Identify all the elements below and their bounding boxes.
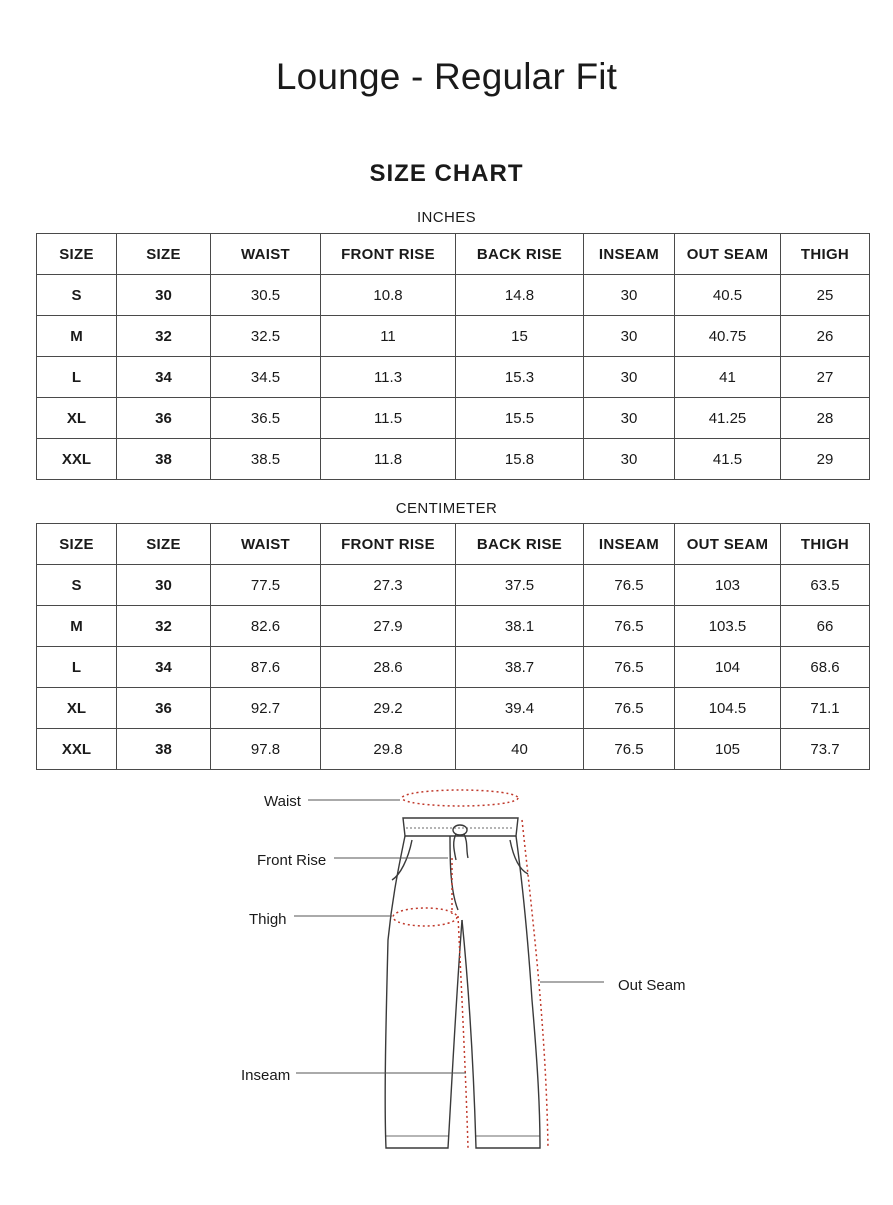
measurement-cell: 30	[584, 398, 675, 439]
size-number-cell: 32	[117, 606, 211, 647]
measurement-cell: 11.8	[321, 439, 456, 480]
measurement-cell: 103	[675, 565, 781, 606]
column-header: SIZE	[37, 524, 117, 565]
size-number-cell: 32	[117, 316, 211, 357]
measurement-cell: 63.5	[781, 565, 870, 606]
measurement-cell: 30	[584, 439, 675, 480]
waist-label: Waist	[264, 793, 301, 810]
measurement-cell: 27.3	[321, 565, 456, 606]
table-row	[37, 316, 870, 357]
size-label-cell: XXL	[37, 439, 117, 480]
measurement-cell: 11.3	[321, 357, 456, 398]
table-row	[37, 729, 870, 770]
measurement-cell: 68.6	[781, 647, 870, 688]
column-header: FRONT RISE	[321, 234, 456, 275]
table-row	[37, 439, 870, 480]
measurement-cell: 41.25	[675, 398, 781, 439]
column-header: SIZE	[117, 234, 211, 275]
measurement-cell: 29.2	[321, 688, 456, 729]
measurement-cell: 41	[675, 357, 781, 398]
table-header-row	[37, 524, 870, 565]
column-header: WAIST	[211, 524, 321, 565]
measurement-cell: 38.1	[456, 606, 584, 647]
measurement-cell: 30	[584, 275, 675, 316]
measurement-cell: 26	[781, 316, 870, 357]
thigh-label: Thigh	[249, 911, 287, 928]
measurement-cell: 39.4	[456, 688, 584, 729]
table-row	[37, 606, 870, 647]
table-row	[37, 275, 870, 316]
measurement-cell: 29.8	[321, 729, 456, 770]
pants-diagram	[0, 780, 893, 1205]
column-header: BACK RISE	[456, 234, 584, 275]
size-label-cell: L	[37, 647, 117, 688]
measurement-cell: 76.5	[584, 729, 675, 770]
measurement-cell: 27.9	[321, 606, 456, 647]
column-header: WAIST	[211, 234, 321, 275]
table-row	[37, 357, 870, 398]
size-chart-heading: SIZE CHART	[369, 160, 524, 187]
size-number-cell: 34	[117, 357, 211, 398]
size-label-cell: XL	[37, 398, 117, 439]
size-number-cell: 30	[117, 565, 211, 606]
size-number-cell: 38	[117, 439, 211, 480]
size-label-cell: M	[37, 316, 117, 357]
inches-label: INCHES	[416, 209, 477, 226]
measurement-cell: 30	[584, 357, 675, 398]
column-header: SIZE	[37, 234, 117, 275]
column-header: THIGH	[781, 524, 870, 565]
measurement-cell: 97.8	[211, 729, 321, 770]
measurement-cell: 82.6	[211, 606, 321, 647]
measurement-cell: 14.8	[456, 275, 584, 316]
table-row	[37, 647, 870, 688]
column-header: OUT SEAM	[675, 524, 781, 565]
measurement-cell: 38.5	[211, 439, 321, 480]
measurement-cell: 10.8	[321, 275, 456, 316]
size-label-cell: L	[37, 357, 117, 398]
measurement-cell: 66	[781, 606, 870, 647]
measurement-cell: 28.6	[321, 647, 456, 688]
measurement-cell: 40.75	[675, 316, 781, 357]
column-header: FRONT RISE	[321, 524, 456, 565]
measurement-cell: 29	[781, 439, 870, 480]
inseam-label: Inseam	[241, 1067, 291, 1084]
measurement-cell: 77.5	[211, 565, 321, 606]
out-seam-label: Out Seam	[618, 977, 686, 994]
measurement-cell: 28	[781, 398, 870, 439]
measurement-cell: 30	[584, 316, 675, 357]
centimeter-label: CENTIMETER	[395, 500, 498, 517]
page-title: Lounge - Regular Fit	[275, 56, 618, 97]
measurement-cell: 92.7	[211, 688, 321, 729]
column-header: OUT SEAM	[675, 234, 781, 275]
column-header: INSEAM	[584, 234, 675, 275]
table-header-row	[37, 234, 870, 275]
measurement-cell: 71.1	[781, 688, 870, 729]
measurement-cell: 36.5	[211, 398, 321, 439]
size-label-cell: XXL	[37, 729, 117, 770]
table-row	[37, 688, 870, 729]
measurement-cell: 15.5	[456, 398, 584, 439]
measurement-cell: 32.5	[211, 316, 321, 357]
size-number-cell: 34	[117, 647, 211, 688]
measurement-cell: 15.8	[456, 439, 584, 480]
table-row	[37, 398, 870, 439]
pants-illustration	[0, 780, 893, 1200]
column-header: SIZE	[117, 524, 211, 565]
measurement-cell: 38.7	[456, 647, 584, 688]
table-row	[37, 565, 870, 606]
measurement-cell: 76.5	[584, 565, 675, 606]
size-label-cell: M	[37, 606, 117, 647]
size-number-cell: 36	[117, 688, 211, 729]
measurement-cell: 11	[321, 316, 456, 357]
measurement-cell: 30.5	[211, 275, 321, 316]
size-label-cell: XL	[37, 688, 117, 729]
measurement-cell: 76.5	[584, 647, 675, 688]
measurement-cell: 40.5	[675, 275, 781, 316]
measurement-cell: 15	[456, 316, 584, 357]
measurement-cell: 25	[781, 275, 870, 316]
size-number-cell: 36	[117, 398, 211, 439]
measurement-cell: 41.5	[675, 439, 781, 480]
size-number-cell: 30	[117, 275, 211, 316]
measurement-cell: 15.3	[456, 357, 584, 398]
inches-table	[36, 233, 870, 480]
measurement-cell: 34.5	[211, 357, 321, 398]
measurement-cell: 87.6	[211, 647, 321, 688]
measurement-cell: 104	[675, 647, 781, 688]
measurement-cell: 104.5	[675, 688, 781, 729]
measurement-cell: 11.5	[321, 398, 456, 439]
column-header: BACK RISE	[456, 524, 584, 565]
column-header: THIGH	[781, 234, 870, 275]
size-label-cell: S	[37, 565, 117, 606]
size-label-cell: S	[37, 275, 117, 316]
front-rise-label: Front Rise	[257, 852, 327, 869]
size-number-cell: 38	[117, 729, 211, 770]
measurement-cell: 27	[781, 357, 870, 398]
column-header: INSEAM	[584, 524, 675, 565]
measurement-cell: 76.5	[584, 606, 675, 647]
measurement-cell: 103.5	[675, 606, 781, 647]
centimeter-table	[36, 523, 870, 770]
measurement-cell: 37.5	[456, 565, 584, 606]
measurement-cell: 76.5	[584, 688, 675, 729]
measurement-cell: 105	[675, 729, 781, 770]
measurement-cell: 73.7	[781, 729, 870, 770]
measurement-cell: 40	[456, 729, 584, 770]
